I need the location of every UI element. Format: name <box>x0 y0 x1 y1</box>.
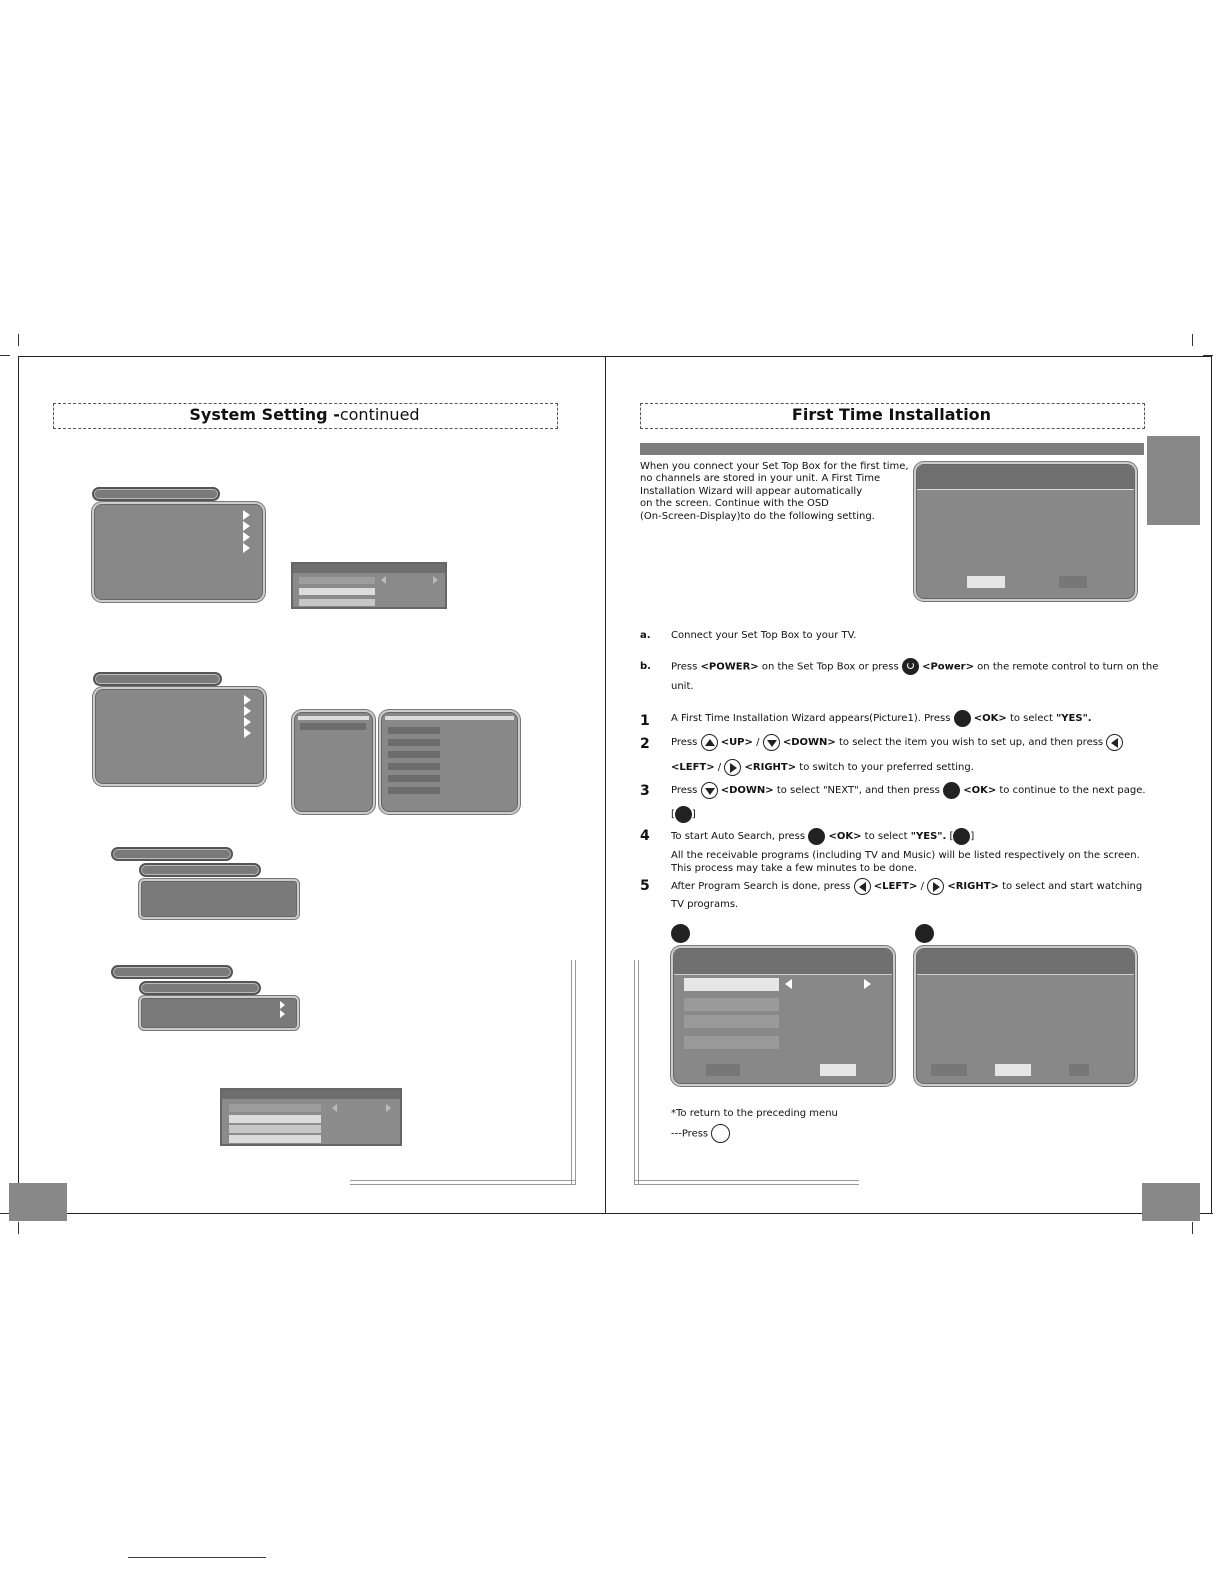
setting-row <box>684 1015 779 1028</box>
step-text: This process may take a few minutes to be done. <box>671 863 918 874</box>
ok-icon <box>808 828 825 845</box>
picture-2-marker <box>675 806 692 823</box>
back-button <box>706 1064 740 1076</box>
down-arrow-icon <box>763 734 780 751</box>
down-arrow-icon <box>701 782 718 799</box>
list-row <box>388 751 440 758</box>
return-note: ---Press <box>671 1124 730 1145</box>
popup-row <box>229 1104 321 1112</box>
option-popup <box>291 562 447 609</box>
exit-button-icon <box>711 1124 730 1143</box>
decorative-line <box>634 1180 859 1181</box>
submenu-title-pill <box>139 863 261 877</box>
intro-line: Installation Wizard will appear automatically <box>640 486 863 497</box>
step-text: Press <UP> / <DOWN> to select the item you wish to set up, and then press <box>671 733 1123 753</box>
crop-mark <box>1192 334 1193 346</box>
yes-button <box>995 1064 1031 1076</box>
arrow-right-icon <box>243 532 250 542</box>
list-screen <box>381 712 518 812</box>
submenu-title-pill <box>139 981 261 995</box>
crop-mark <box>18 1222 19 1234</box>
arrow-left-icon <box>381 576 386 584</box>
link-underline <box>128 1557 266 1558</box>
decorative-line <box>350 1180 575 1181</box>
setting-row <box>684 1036 779 1049</box>
popup-row <box>229 1125 321 1133</box>
popup-row <box>229 1135 321 1143</box>
arrow-right-icon <box>244 728 251 738</box>
prep-text: Connect your Set Top Box to your TV. <box>671 630 857 641</box>
decorative-line <box>634 1184 859 1185</box>
picture-3-marker <box>953 828 970 845</box>
list-row <box>388 739 440 746</box>
decorative-line <box>638 960 639 1185</box>
submenu-screen <box>141 998 297 1028</box>
page-title-right: First Time Installation <box>791 405 992 424</box>
chapter-tab <box>1147 436 1200 525</box>
step-text: TV programs. <box>671 899 739 910</box>
intro-line: When you connect your Set Top Box for the first time, <box>640 461 909 472</box>
popup-row <box>229 1115 321 1123</box>
no-button <box>1069 1064 1089 1076</box>
search-screen <box>916 948 1135 1084</box>
settings-screen <box>673 948 893 1084</box>
decorative-line <box>634 960 635 1185</box>
picture-3-marker <box>915 924 934 943</box>
step-text: To start Auto Search, press <OK> to select "YES". [ ] <box>671 827 974 847</box>
popup-row <box>299 588 375 595</box>
step-text: All the receivable programs (including TV and Music) will be listed respectively on the screen. <box>671 850 1140 861</box>
next-button <box>820 1064 856 1076</box>
menu-title-pill <box>92 487 220 501</box>
step-text: After Program Search is done, press <LEFT> / <RIGHT> to select and start watching <box>671 877 1142 897</box>
list-header <box>298 716 369 720</box>
list-row <box>388 787 440 794</box>
list-row <box>388 727 440 734</box>
list-selected-row <box>300 723 366 730</box>
intro-line: (On-Screen-Display)to do the following setting. <box>640 511 875 522</box>
return-note: *To return to the preceding menu <box>671 1108 838 1119</box>
prep-text: Press <POWER> on the Set Top Box or press <Power> on the remote control to turn on the <box>671 658 1158 677</box>
prep-text: unit. <box>671 681 694 692</box>
left-arrow-icon <box>1106 734 1123 751</box>
ok-icon <box>954 710 971 727</box>
arrow-right-icon <box>244 717 251 727</box>
right-arrow-icon <box>724 759 741 776</box>
arrow-right-icon <box>243 543 250 553</box>
option-popup <box>220 1088 402 1146</box>
title-main: System Setting - <box>189 405 340 424</box>
step-number: 5 <box>640 878 650 894</box>
step-number: 1 <box>640 713 650 729</box>
arrow-right-icon <box>243 521 250 531</box>
menu-screen <box>95 689 264 784</box>
step-number: 2 <box>640 736 650 752</box>
list-row <box>388 763 440 770</box>
wizard-screen <box>916 464 1135 599</box>
page-number-tab <box>9 1183 67 1221</box>
arrow-left-icon <box>785 979 792 989</box>
back-button <box>931 1064 967 1076</box>
power-icon <box>902 658 919 675</box>
step-number: 3 <box>640 783 650 799</box>
decorative-line <box>575 960 576 1185</box>
menu-title-pill <box>111 965 233 979</box>
arrow-right-icon <box>244 695 251 705</box>
section-bar <box>640 443 1144 455</box>
left-arrow-icon <box>854 878 871 895</box>
picture-2-marker <box>671 924 690 943</box>
menu-screen <box>94 504 263 600</box>
yes-button <box>967 576 1005 588</box>
popup-header <box>222 1090 400 1099</box>
arrow-right-icon <box>280 1001 285 1009</box>
arrow-right-icon <box>243 510 250 520</box>
popup-row <box>299 599 375 606</box>
step-text: Press <DOWN> to select "NEXT", and then press <OK> to continue to the next page. <box>671 781 1146 801</box>
page-title-left <box>53 405 556 424</box>
step-number: 4 <box>640 828 650 844</box>
step-text: [ ] <box>671 805 696 825</box>
setting-row <box>684 998 779 1011</box>
popup-row <box>299 577 375 584</box>
menu-title-pill <box>111 847 233 861</box>
screen-header <box>917 465 1134 490</box>
selected-setting-row <box>684 978 779 991</box>
list-row <box>388 775 440 782</box>
prep-letter: a. <box>640 630 651 641</box>
right-arrow-icon <box>927 878 944 895</box>
intro-line: no channels are stored in your unit. A First Time <box>640 473 881 484</box>
arrow-right-icon <box>244 706 251 716</box>
screen-header <box>674 949 892 975</box>
decorative-line <box>350 1184 575 1185</box>
arrow-right-icon <box>386 1104 391 1112</box>
prep-letter: b. <box>640 661 651 672</box>
list-header <box>385 716 514 720</box>
title-suffix: continued <box>339 405 420 424</box>
list-screen <box>294 712 373 812</box>
page-number-tab <box>1142 1183 1200 1221</box>
arrow-left-icon <box>332 1104 337 1112</box>
crop-mark <box>0 355 10 356</box>
arrow-right-icon <box>433 576 438 584</box>
submenu-screen <box>141 881 297 917</box>
menu-title-pill <box>93 672 222 686</box>
ok-icon <box>943 782 960 799</box>
decorative-line <box>571 960 572 1185</box>
spine-divider <box>605 356 606 1214</box>
no-button <box>1059 576 1087 588</box>
step-text: A First Time Installation Wizard appears(Picture1). Press <OK> to select "YES". <box>671 709 1092 729</box>
intro-line: on the screen. Continue with the OSD <box>640 498 829 509</box>
crop-mark <box>1192 1222 1193 1234</box>
screen-header <box>917 949 1134 975</box>
crop-mark <box>18 334 19 346</box>
arrow-right-icon <box>280 1010 285 1018</box>
step-text: <LEFT> / <RIGHT> to switch to your preferred setting. <box>671 758 974 778</box>
arrow-right-icon <box>864 979 871 989</box>
popup-header <box>293 564 445 573</box>
up-arrow-icon <box>701 734 718 751</box>
